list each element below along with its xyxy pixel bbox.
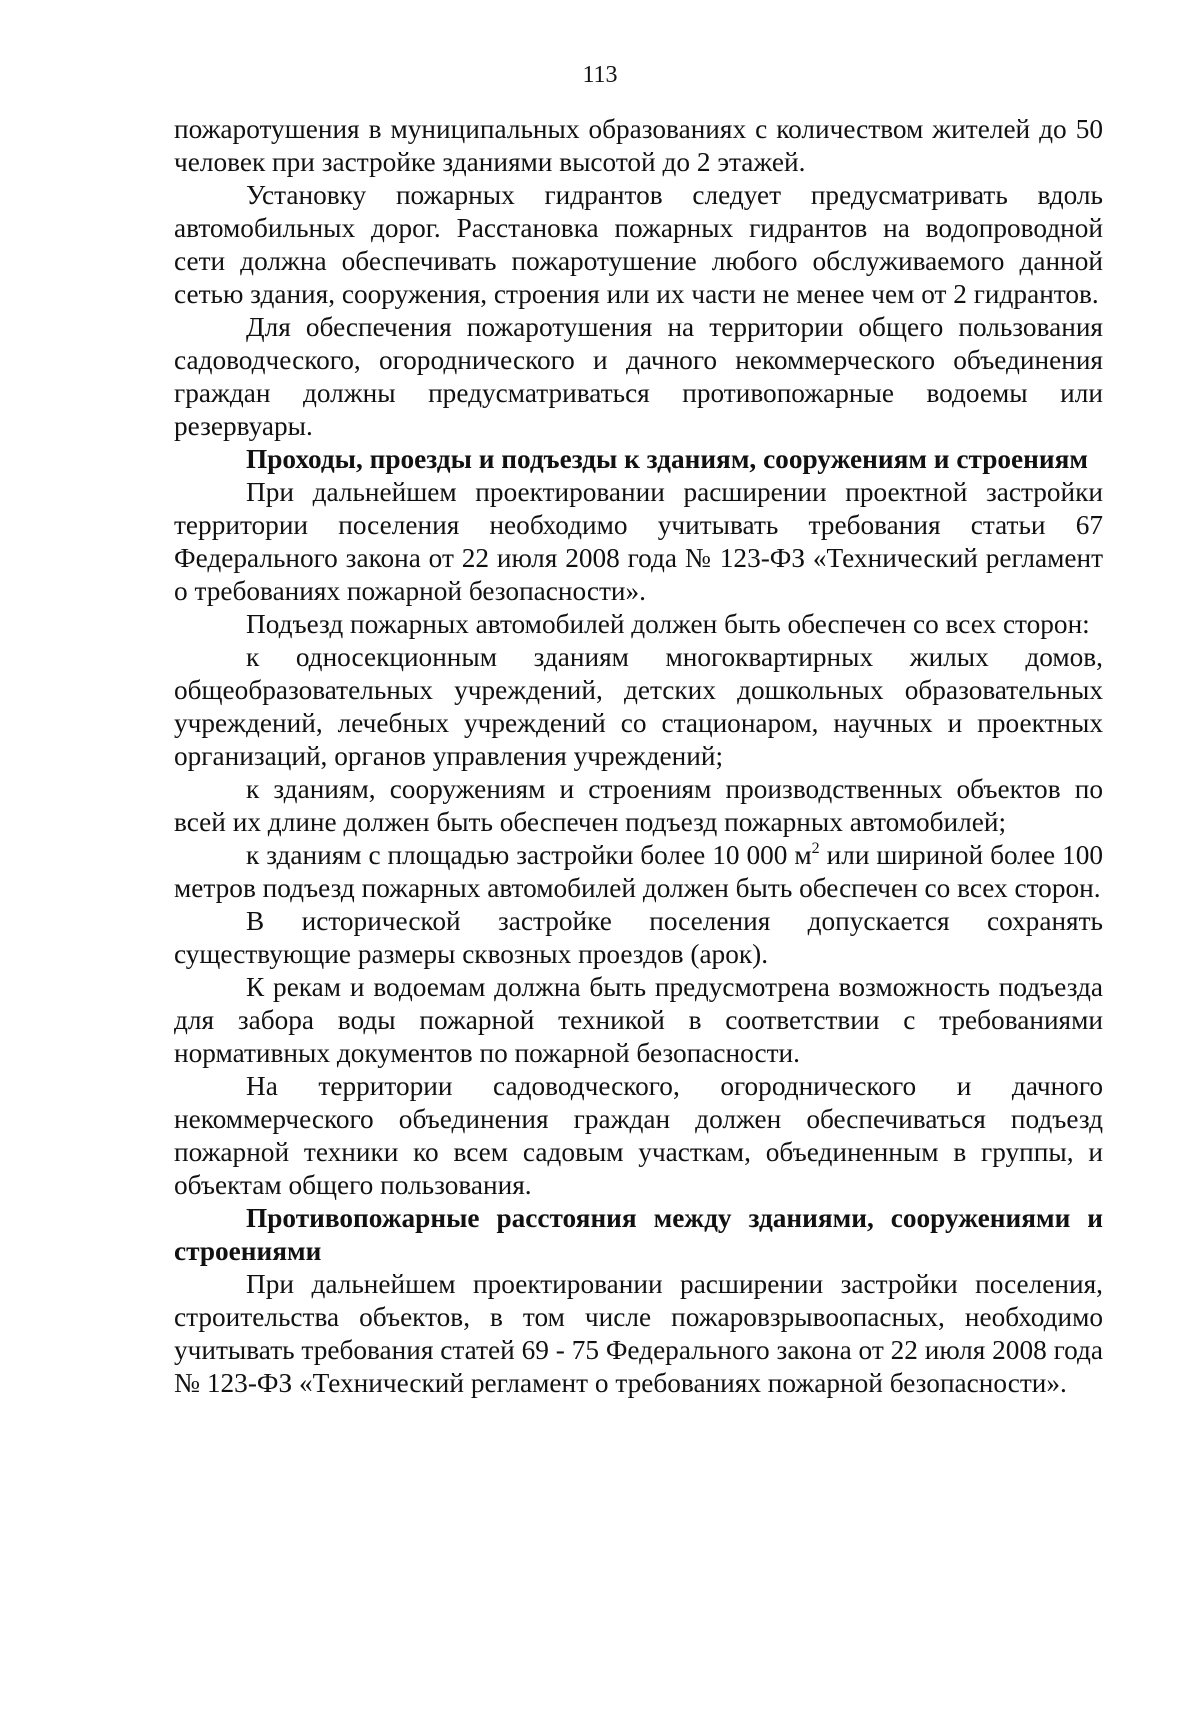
paragraph: При дальнейшем проектировании расширении проектной застройки территории поселения необходимо учитывать требования статьи 67 Федерального закона от 22 июля 2008 года № 123-ФЗ «Технический регламент о требованиях пожарной безопасности». — [174, 477, 1103, 606]
paragraph: Установку пожарных гидрантов следует предусматривать вдоль автомобильных дорог. Расстановка пожарных гидрантов на водопроводной сети должна обеспечивать пожаротушение любого обслуживаемого данной сетью здания, сооружения, строения или их части не менее чем от 2 гидрантов. — [174, 180, 1103, 309]
document-body — [174, 113, 1103, 1400]
list-item — [174, 839, 1103, 905]
paragraph: К рекам и водоемам должна быть предусмотрена возможность подъезда для забора воды пожарной техникой в соответствии с требованиями нормативных документов по пожарной безопасности. — [174, 972, 1103, 1068]
list-item-text: к зданиям с площадью застройки более 10 000 м — [246, 840, 812, 870]
section-heading: Проходы, проезды и подъезды к зданиям, сооружениям и строениям — [246, 444, 1088, 474]
paragraph: Подъезд пожарных автомобилей должен быть обеспечен со всех сторон: — [246, 609, 1090, 639]
paragraph: При дальнейшем проектировании расширении застройки поселения, строительства объектов, в том числе пожаровзрывоопасных, необходимо учитывать требования статей 69 - 75 Федерального закона от 22 июля 2008 года № 123-ФЗ «Технический регламент о требованиях пожарной безопасности». — [174, 1269, 1103, 1398]
superscript: 2 — [811, 840, 820, 857]
list-item-text: или шириной более 100 метров подъезд пожарных автомобилей должен быть обеспечен со всех сторон. — [174, 840, 1103, 903]
list-item: к односекционным зданиям многоквартирных жилых домов, общеобразовательных учреждений, детских дошкольных образовательных учреждений, лечебных учреждений со стационаром, научных и проектных организаций, органов управления учреждений; — [174, 642, 1103, 771]
section-heading: Противопожарные расстояния между зданиями, сооружениями и строениями — [174, 1203, 1103, 1266]
paragraph: Для обеспечения пожаротушения на территории общего пользования садоводческого, огороднического и дачного некоммерческого объединения граждан должны предусматриваться противопожарные водоемы или резервуары. — [174, 312, 1103, 441]
paragraph: пожаротушения в муниципальных образованиях с количеством жителей до 50 человек при застройке зданиями высотой до 2 этажей. — [174, 114, 1103, 177]
paragraph: На территории садоводческого, огороднического и дачного некоммерческого объединения граждан должен обеспечиваться подъезд пожарной техники ко всем садовым участкам, объединенным в группы, и объектам общего пользования. — [174, 1071, 1103, 1200]
paragraph: В исторической застройке поселения допускается сохранять существующие размеры сквозных проездов (арок). — [174, 906, 1103, 969]
list-item: к зданиям, сооружениям и строениям производственных объектов по всей их длине должен быть обеспечен подъезд пожарных автомобилей; — [174, 774, 1103, 837]
page-number: 113 — [582, 62, 618, 88]
